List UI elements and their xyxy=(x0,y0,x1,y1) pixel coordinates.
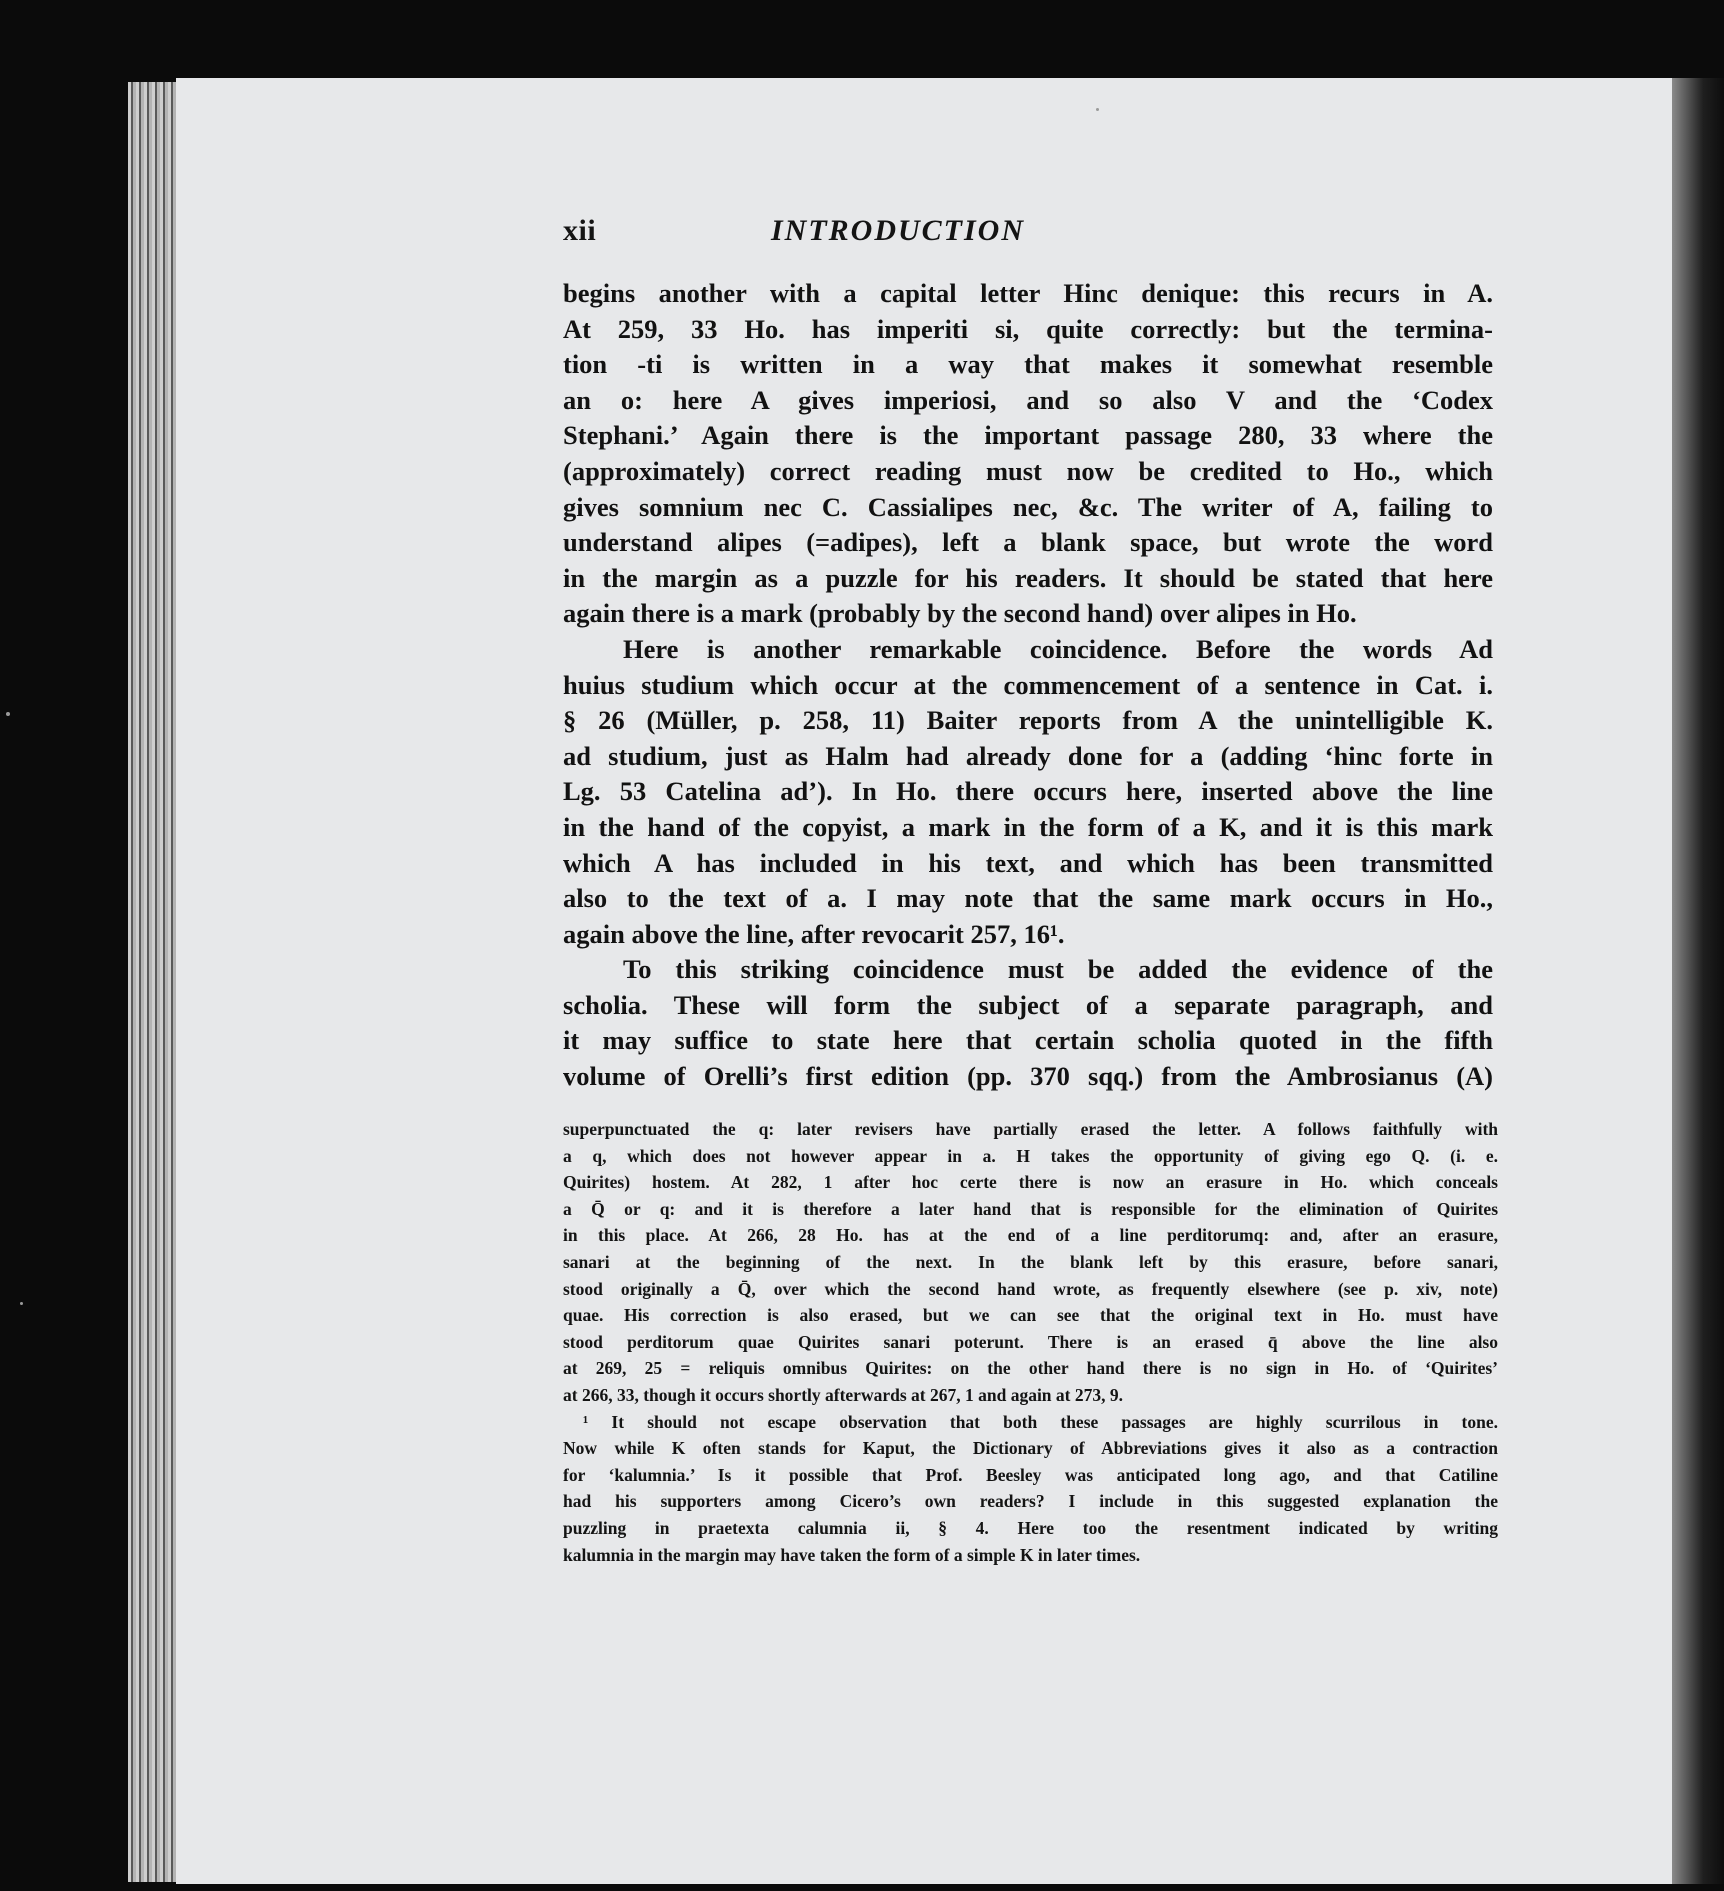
footnote-line: Now while K often stands for Kaput, the Dictionary of Abbreviations gives it also as a contraction xyxy=(563,1438,1498,1459)
text-line: in the margin as a puzzle for his readers. It should be stated that here xyxy=(563,562,1493,593)
footnote-line: ¹ It should not escape observation that both these passages are highly scurrilous in tone. xyxy=(583,1411,1498,1432)
running-header xyxy=(563,214,1163,254)
footnote-line: kalumnia in the margin may have taken the form of a simple K in later times. xyxy=(563,1544,1141,1565)
footnote-line: at 266, 33, though it occurs shortly afterwards at 267, 1 and again at 273, 9. xyxy=(563,1384,1123,1405)
text-line: an o: here A gives imperiosi, and so also V and the ‘Codex xyxy=(563,384,1493,415)
text-line: Here is another remarkable coincidence. Before the words Ad xyxy=(623,633,1493,664)
text-line: At 259, 33 Ho. has imperiti si, quite correctly: but the termina- xyxy=(563,313,1493,344)
footnote-line: puzzling in praetexta calumnia ii, § 4. Here too the resentment indicated by writing xyxy=(563,1517,1498,1538)
text-line: which A has included in his text, and which has been transmitted xyxy=(563,847,1493,878)
footnote-line: had his supporters among Cicero’s own readers? I include in this suggested explanation the xyxy=(563,1491,1498,1512)
footnote-line: stood perditorum quae Quirites sanari poterunt. There is an erased q̄ above the line also xyxy=(563,1331,1498,1352)
footnote-line: at 269, 25 = reliquis omnibus Quirites: on the other hand there is no sign in Ho. of ‘Quirites’ xyxy=(563,1358,1498,1379)
text-line: huius studium which occur at the commencement of a sentence in Cat. i. xyxy=(563,669,1493,700)
page-gutter-shadow xyxy=(1672,78,1724,1884)
text-line: tion -ti is written in a way that makes it somewhat resemble xyxy=(563,349,1493,380)
footnote-line: quae. His correction is also erased, but we can see that the original text in Ho. must have xyxy=(563,1305,1498,1326)
text-line: To this striking coincidence must be added the evidence of the xyxy=(623,954,1493,985)
text-line: again above the line, after revocarit 257, 16¹. xyxy=(563,918,1065,949)
text-line: gives somnium nec C. Cassialipes nec, &c. The writer of A, failing to xyxy=(563,491,1493,522)
running-title: INTRODUCTION xyxy=(770,214,1026,247)
footnote-line: stood originally a Q̄, over which the second hand wrote, as frequently elsewhere (see p. xiv, note) xyxy=(563,1278,1498,1299)
text-line: Lg. 53 Catelina ad’). In Ho. there occurs here, inserted above the line xyxy=(563,776,1493,807)
text-line: (approximately) correct reading must now be credited to Ho., which xyxy=(563,455,1493,486)
dust-speck xyxy=(1096,108,1099,111)
text-line: scholia. These will form the subject of a separate paragraph, and xyxy=(563,989,1493,1020)
page-folio: xii xyxy=(563,214,597,247)
text-line: ad studium, just as Halm had already done for a (adding ‘hinc forte in xyxy=(563,740,1493,771)
footnote-line: for ‘kalumnia.’ Is it possible that Prof. Beesley was anticipated long ago, and that Catiline xyxy=(563,1464,1498,1485)
text-line: volume of Orelli’s first edition (pp. 370 sqq.) from the Ambrosianus (A) xyxy=(563,1061,1493,1092)
footnote-line: a Q̄ or q: and it is therefore a later hand that is responsible for the elimination of Quirites xyxy=(563,1198,1498,1219)
text-line: § 26 (Müller, p. 258, 11) Baiter reports from A the unintelligible K. xyxy=(563,705,1493,736)
dust-speck xyxy=(6,712,10,716)
text-line: begins another with a capital letter Hinc denique: this recurs in A. xyxy=(563,278,1493,308)
footnote-line: a q, which does not however appear in a. H takes the opportunity of giving ego Q. (i. e. xyxy=(563,1145,1498,1166)
text-line: it may suffice to state here that certain scholia quoted in the fifth xyxy=(563,1025,1493,1056)
footnotes xyxy=(563,1116,1498,1568)
text-line: understand alipes (=adipes), left a blank space, but wrote the word xyxy=(563,527,1493,558)
main-text xyxy=(563,276,1493,1095)
footnote-line: sanari at the beginning of the next. In the blank left by this erasure, before sanari, xyxy=(563,1251,1498,1272)
text-line: again there is a mark (probably by the second hand) over alipes in Ho. xyxy=(563,598,1357,629)
dust-speck xyxy=(20,1302,23,1305)
text-line: Stephani.’ Again there is the important passage 280, 33 where the xyxy=(563,420,1493,451)
footnote-line: Quirites) hostem. At 282, 1 after hoc certe there is now an erasure in Ho. which conceals xyxy=(563,1172,1498,1193)
footnote-line: in this place. At 266, 28 Ho. has at the end of a line perditorumq: and, after an erasure, xyxy=(563,1225,1498,1246)
book-page-edges xyxy=(128,82,178,1882)
text-line: also to the text of a. I may note that the same mark occurs in Ho., xyxy=(563,883,1493,914)
text-line: in the hand of the copyist, a mark in the form of a K, and it is this mark xyxy=(563,811,1493,842)
footnote-line: superpunctuated the q: later revisers have partially erased the letter. A follows faithfully with xyxy=(563,1119,1498,1139)
